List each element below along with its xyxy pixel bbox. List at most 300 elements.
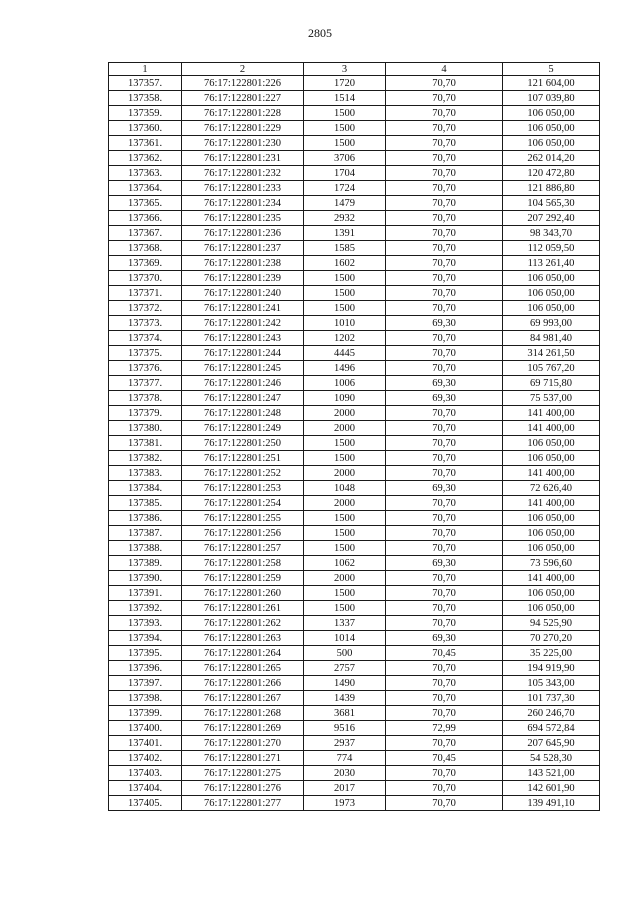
row-number-cell: 137400. <box>109 721 182 736</box>
rate-cell: 70,70 <box>386 361 503 376</box>
table-row <box>109 136 600 151</box>
rate-cell: 70,70 <box>386 451 503 466</box>
column-header-2: 2 <box>182 63 304 76</box>
column-header-4: 4 <box>386 63 503 76</box>
row-number-cell: 137399. <box>109 706 182 721</box>
cadastral-number-cell: 76:17:122801:250 <box>182 436 304 451</box>
area-cell: 1500 <box>304 511 386 526</box>
cadastral-number-cell: 76:17:122801:246 <box>182 376 304 391</box>
area-cell: 1724 <box>304 181 386 196</box>
rate-cell: 70,70 <box>386 796 503 811</box>
column-header-3: 3 <box>304 63 386 76</box>
rate-cell: 70,70 <box>386 196 503 211</box>
area-cell: 1500 <box>304 601 386 616</box>
table-row <box>109 406 600 421</box>
area-cell: 2000 <box>304 466 386 481</box>
table-row <box>109 706 600 721</box>
area-cell: 1479 <box>304 196 386 211</box>
column-header-1: 1 <box>109 63 182 76</box>
cadastral-number-cell: 76:17:122801:258 <box>182 556 304 571</box>
rate-cell: 70,70 <box>386 181 503 196</box>
cadastral-number-cell: 76:17:122801:270 <box>182 736 304 751</box>
rate-cell: 72,99 <box>386 721 503 736</box>
rate-cell: 70,70 <box>386 496 503 511</box>
value-cell: 106 050,00 <box>503 136 600 151</box>
row-number-cell: 137389. <box>109 556 182 571</box>
cadastral-number-cell: 76:17:122801:231 <box>182 151 304 166</box>
cadastral-number-cell: 76:17:122801:264 <box>182 646 304 661</box>
area-cell: 1090 <box>304 391 386 406</box>
row-number-cell: 137369. <box>109 256 182 271</box>
rate-cell: 70,70 <box>386 706 503 721</box>
value-cell: 141 400,00 <box>503 496 600 511</box>
area-cell: 2757 <box>304 661 386 676</box>
row-number-cell: 137370. <box>109 271 182 286</box>
area-cell: 1973 <box>304 796 386 811</box>
rate-cell: 70,70 <box>386 676 503 691</box>
table-row <box>109 661 600 676</box>
row-number-cell: 137358. <box>109 91 182 106</box>
value-cell: 69 993,00 <box>503 316 600 331</box>
table-row <box>109 481 600 496</box>
cadastral-number-cell: 76:17:122801:263 <box>182 631 304 646</box>
table-row <box>109 646 600 661</box>
cadastral-number-cell: 76:17:122801:255 <box>182 511 304 526</box>
row-number-cell: 137364. <box>109 181 182 196</box>
value-cell: 75 537,00 <box>503 391 600 406</box>
table-row <box>109 286 600 301</box>
rate-cell: 70,70 <box>386 601 503 616</box>
cadastral-number-cell: 76:17:122801:262 <box>182 616 304 631</box>
table-row <box>109 496 600 511</box>
table-row <box>109 616 600 631</box>
value-cell: 106 050,00 <box>503 601 600 616</box>
cadastral-number-cell: 76:17:122801:227 <box>182 91 304 106</box>
value-cell: 105 343,00 <box>503 676 600 691</box>
area-cell: 1391 <box>304 226 386 241</box>
cadastral-number-cell: 76:17:122801:260 <box>182 586 304 601</box>
cadastral-number-cell: 76:17:122801:268 <box>182 706 304 721</box>
rate-cell: 70,70 <box>386 766 503 781</box>
area-cell: 2000 <box>304 496 386 511</box>
value-cell: 207 645,90 <box>503 736 600 751</box>
table-row <box>109 586 600 601</box>
cadastral-number-cell: 76:17:122801:238 <box>182 256 304 271</box>
cadastral-number-cell: 76:17:122801:237 <box>182 241 304 256</box>
cadastral-number-cell: 76:17:122801:228 <box>182 106 304 121</box>
value-cell: 314 261,50 <box>503 346 600 361</box>
area-cell: 1500 <box>304 436 386 451</box>
area-cell: 1500 <box>304 286 386 301</box>
value-cell: 142 601,90 <box>503 781 600 796</box>
table-row <box>109 196 600 211</box>
area-cell: 1500 <box>304 541 386 556</box>
row-number-cell: 137362. <box>109 151 182 166</box>
table-row <box>109 721 600 736</box>
area-cell: 1010 <box>304 316 386 331</box>
cadastral-number-cell: 76:17:122801:245 <box>182 361 304 376</box>
row-number-cell: 137374. <box>109 331 182 346</box>
table-row <box>109 346 600 361</box>
cadastral-number-cell: 76:17:122801:230 <box>182 136 304 151</box>
row-number-cell: 137381. <box>109 436 182 451</box>
table-row <box>109 766 600 781</box>
area-cell: 1500 <box>304 271 386 286</box>
area-cell: 1585 <box>304 241 386 256</box>
area-cell: 1500 <box>304 526 386 541</box>
value-cell: 106 050,00 <box>503 106 600 121</box>
row-number-cell: 137378. <box>109 391 182 406</box>
rate-cell: 70,70 <box>386 91 503 106</box>
value-cell: 207 292,40 <box>503 211 600 226</box>
cadastral-number-cell: 76:17:122801:236 <box>182 226 304 241</box>
cadastral-number-cell: 76:17:122801:275 <box>182 766 304 781</box>
row-number-cell: 137376. <box>109 361 182 376</box>
row-number-cell: 137357. <box>109 76 182 91</box>
value-cell: 106 050,00 <box>503 586 600 601</box>
rate-cell: 70,70 <box>386 571 503 586</box>
rate-cell: 70,70 <box>386 736 503 751</box>
cadastral-number-cell: 76:17:122801:257 <box>182 541 304 556</box>
cadastral-number-cell: 76:17:122801:229 <box>182 121 304 136</box>
value-cell: 107 039,80 <box>503 91 600 106</box>
value-cell: 194 919,90 <box>503 661 600 676</box>
rate-cell: 70,70 <box>386 346 503 361</box>
table-row <box>109 376 600 391</box>
value-cell: 106 050,00 <box>503 541 600 556</box>
table-row <box>109 781 600 796</box>
area-cell: 2000 <box>304 406 386 421</box>
rate-cell: 70,70 <box>386 661 503 676</box>
row-number-cell: 137395. <box>109 646 182 661</box>
table-row <box>109 796 600 811</box>
rate-cell: 70,70 <box>386 421 503 436</box>
area-cell: 3706 <box>304 151 386 166</box>
row-number-cell: 137379. <box>109 406 182 421</box>
value-cell: 105 767,20 <box>503 361 600 376</box>
cadastral-value-table <box>108 62 600 811</box>
cadastral-number-cell: 76:17:122801:226 <box>182 76 304 91</box>
value-cell: 73 596,60 <box>503 556 600 571</box>
column-header-5: 5 <box>503 63 600 76</box>
table-row <box>109 571 600 586</box>
rate-cell: 70,70 <box>386 436 503 451</box>
row-number-cell: 137386. <box>109 511 182 526</box>
table-row <box>109 331 600 346</box>
area-cell: 1500 <box>304 121 386 136</box>
row-number-cell: 137390. <box>109 571 182 586</box>
table-row <box>109 751 600 766</box>
cadastral-number-cell: 76:17:122801:243 <box>182 331 304 346</box>
area-cell: 1500 <box>304 301 386 316</box>
table-row <box>109 541 600 556</box>
rate-cell: 70,70 <box>386 406 503 421</box>
table-row <box>109 151 600 166</box>
cadastral-number-cell: 76:17:122801:259 <box>182 571 304 586</box>
area-cell: 1514 <box>304 91 386 106</box>
area-cell: 1006 <box>304 376 386 391</box>
row-number-cell: 137396. <box>109 661 182 676</box>
row-number-cell: 137398. <box>109 691 182 706</box>
row-number-cell: 137405. <box>109 796 182 811</box>
cadastral-number-cell: 76:17:122801:252 <box>182 466 304 481</box>
table-row <box>109 256 600 271</box>
row-number-cell: 137368. <box>109 241 182 256</box>
cadastral-number-cell: 76:17:122801:269 <box>182 721 304 736</box>
value-cell: 106 050,00 <box>503 271 600 286</box>
rate-cell: 70,70 <box>386 511 503 526</box>
table-row <box>109 361 600 376</box>
table-row <box>109 676 600 691</box>
rate-cell: 70,70 <box>386 526 503 541</box>
table-row <box>109 631 600 646</box>
table-row <box>109 316 600 331</box>
cadastral-number-cell: 76:17:122801:256 <box>182 526 304 541</box>
rate-cell: 69,30 <box>386 556 503 571</box>
area-cell: 2932 <box>304 211 386 226</box>
value-cell: 121 604,00 <box>503 76 600 91</box>
row-number-cell: 137391. <box>109 586 182 601</box>
row-number-cell: 137388. <box>109 541 182 556</box>
rate-cell: 70,70 <box>386 286 503 301</box>
row-number-cell: 137387. <box>109 526 182 541</box>
rate-cell: 70,70 <box>386 271 503 286</box>
table-row <box>109 181 600 196</box>
row-number-cell: 137360. <box>109 121 182 136</box>
value-cell: 141 400,00 <box>503 466 600 481</box>
table-row <box>109 391 600 406</box>
row-number-cell: 137363. <box>109 166 182 181</box>
cadastral-number-cell: 76:17:122801:248 <box>182 406 304 421</box>
table-row <box>109 451 600 466</box>
value-cell: 139 491,10 <box>503 796 600 811</box>
table-row <box>109 601 600 616</box>
value-cell: 106 050,00 <box>503 286 600 301</box>
row-number-cell: 137372. <box>109 301 182 316</box>
table-row <box>109 211 600 226</box>
rate-cell: 70,70 <box>386 166 503 181</box>
rate-cell: 69,30 <box>386 631 503 646</box>
rate-cell: 70,70 <box>386 256 503 271</box>
rate-cell: 70,70 <box>386 466 503 481</box>
row-number-cell: 137366. <box>109 211 182 226</box>
area-cell: 3681 <box>304 706 386 721</box>
cadastral-number-cell: 76:17:122801:241 <box>182 301 304 316</box>
table-row <box>109 466 600 481</box>
cadastral-number-cell: 76:17:122801:240 <box>182 286 304 301</box>
value-cell: 141 400,00 <box>503 571 600 586</box>
value-cell: 84 981,40 <box>503 331 600 346</box>
area-cell: 1500 <box>304 586 386 601</box>
row-number-cell: 137383. <box>109 466 182 481</box>
value-cell: 106 050,00 <box>503 301 600 316</box>
row-number-cell: 137361. <box>109 136 182 151</box>
area-cell: 2000 <box>304 421 386 436</box>
area-cell: 2030 <box>304 766 386 781</box>
table-row <box>109 736 600 751</box>
value-cell: 69 715,80 <box>503 376 600 391</box>
rate-cell: 70,70 <box>386 691 503 706</box>
table-row <box>109 691 600 706</box>
cadastral-number-cell: 76:17:122801:271 <box>182 751 304 766</box>
page-number: 2805 <box>308 26 332 40</box>
value-cell: 106 050,00 <box>503 436 600 451</box>
row-number-cell: 137392. <box>109 601 182 616</box>
rate-cell: 70,70 <box>386 586 503 601</box>
cadastral-number-cell: 76:17:122801:265 <box>182 661 304 676</box>
rate-cell: 70,70 <box>386 616 503 631</box>
row-number-cell: 137385. <box>109 496 182 511</box>
cadastral-number-cell: 76:17:122801:267 <box>182 691 304 706</box>
rate-cell: 70,70 <box>386 541 503 556</box>
area-cell: 1337 <box>304 616 386 631</box>
row-number-cell: 137403. <box>109 766 182 781</box>
table-row <box>109 91 600 106</box>
value-cell: 35 225,00 <box>503 646 600 661</box>
area-cell: 1500 <box>304 136 386 151</box>
row-number-cell: 137367. <box>109 226 182 241</box>
table-row <box>109 526 600 541</box>
cadastral-number-cell: 76:17:122801:234 <box>182 196 304 211</box>
value-cell: 694 572,84 <box>503 721 600 736</box>
area-cell: 2937 <box>304 736 386 751</box>
row-number-cell: 137371. <box>109 286 182 301</box>
rate-cell: 70,70 <box>386 781 503 796</box>
table-row <box>109 106 600 121</box>
table-row <box>109 241 600 256</box>
value-cell: 106 050,00 <box>503 451 600 466</box>
area-cell: 1439 <box>304 691 386 706</box>
value-cell: 141 400,00 <box>503 406 600 421</box>
rate-cell: 70,45 <box>386 646 503 661</box>
area-cell: 1602 <box>304 256 386 271</box>
rate-cell: 70,70 <box>386 76 503 91</box>
row-number-cell: 137384. <box>109 481 182 496</box>
rate-cell: 70,70 <box>386 241 503 256</box>
row-number-cell: 137397. <box>109 676 182 691</box>
cadastral-number-cell: 76:17:122801:235 <box>182 211 304 226</box>
rate-cell: 70,70 <box>386 211 503 226</box>
rate-cell: 69,30 <box>386 481 503 496</box>
value-cell: 143 521,00 <box>503 766 600 781</box>
table-row <box>109 166 600 181</box>
area-cell: 9516 <box>304 721 386 736</box>
value-cell: 94 525,90 <box>503 616 600 631</box>
cadastral-number-cell: 76:17:122801:242 <box>182 316 304 331</box>
value-cell: 70 270,20 <box>503 631 600 646</box>
value-cell: 262 014,20 <box>503 151 600 166</box>
area-cell: 1202 <box>304 331 386 346</box>
value-cell: 141 400,00 <box>503 421 600 436</box>
table-row <box>109 301 600 316</box>
row-number-cell: 137401. <box>109 736 182 751</box>
row-number-cell: 137404. <box>109 781 182 796</box>
table-header-row <box>109 63 600 76</box>
table-row <box>109 556 600 571</box>
area-cell: 2017 <box>304 781 386 796</box>
area-cell: 1062 <box>304 556 386 571</box>
row-number-cell: 137377. <box>109 376 182 391</box>
cadastral-number-cell: 76:17:122801:253 <box>182 481 304 496</box>
value-cell: 106 050,00 <box>503 511 600 526</box>
rate-cell: 70,70 <box>386 136 503 151</box>
rate-cell: 69,30 <box>386 316 503 331</box>
table-body <box>109 76 600 811</box>
value-cell: 260 246,70 <box>503 706 600 721</box>
table-row <box>109 436 600 451</box>
area-cell: 1704 <box>304 166 386 181</box>
cadastral-number-cell: 76:17:122801:232 <box>182 166 304 181</box>
value-cell: 106 050,00 <box>503 121 600 136</box>
area-cell: 1048 <box>304 481 386 496</box>
value-cell: 72 626,40 <box>503 481 600 496</box>
area-cell: 1496 <box>304 361 386 376</box>
cadastral-number-cell: 76:17:122801:261 <box>182 601 304 616</box>
value-cell: 104 565,30 <box>503 196 600 211</box>
cadastral-number-cell: 76:17:122801:247 <box>182 391 304 406</box>
cadastral-number-cell: 76:17:122801:239 <box>182 271 304 286</box>
rate-cell: 69,30 <box>386 391 503 406</box>
table-row <box>109 76 600 91</box>
row-number-cell: 137393. <box>109 616 182 631</box>
cadastral-number-cell: 76:17:122801:233 <box>182 181 304 196</box>
cadastral-number-cell: 76:17:122801:254 <box>182 496 304 511</box>
row-number-cell: 137402. <box>109 751 182 766</box>
value-cell: 54 528,30 <box>503 751 600 766</box>
table-row <box>109 226 600 241</box>
row-number-cell: 137365. <box>109 196 182 211</box>
area-cell: 1500 <box>304 451 386 466</box>
value-cell: 113 261,40 <box>503 256 600 271</box>
table-row <box>109 511 600 526</box>
row-number-cell: 137380. <box>109 421 182 436</box>
value-cell: 112 059,50 <box>503 241 600 256</box>
value-cell: 120 472,80 <box>503 166 600 181</box>
area-cell: 4445 <box>304 346 386 361</box>
row-number-cell: 137394. <box>109 631 182 646</box>
rate-cell: 70,70 <box>386 121 503 136</box>
value-cell: 121 886,80 <box>503 181 600 196</box>
area-cell: 774 <box>304 751 386 766</box>
row-number-cell: 137373. <box>109 316 182 331</box>
table-row <box>109 271 600 286</box>
rate-cell: 70,70 <box>386 106 503 121</box>
area-cell: 2000 <box>304 571 386 586</box>
rate-cell: 69,30 <box>386 376 503 391</box>
table-row <box>109 421 600 436</box>
area-cell: 1500 <box>304 106 386 121</box>
cadastral-number-cell: 76:17:122801:276 <box>182 781 304 796</box>
value-cell: 101 737,30 <box>503 691 600 706</box>
rate-cell: 70,70 <box>386 301 503 316</box>
value-cell: 106 050,00 <box>503 526 600 541</box>
cadastral-number-cell: 76:17:122801:251 <box>182 451 304 466</box>
area-cell: 1014 <box>304 631 386 646</box>
area-cell: 1490 <box>304 676 386 691</box>
cadastral-number-cell: 76:17:122801:244 <box>182 346 304 361</box>
row-number-cell: 137382. <box>109 451 182 466</box>
rate-cell: 70,45 <box>386 751 503 766</box>
value-cell: 98 343,70 <box>503 226 600 241</box>
table-row <box>109 121 600 136</box>
rate-cell: 70,70 <box>386 226 503 241</box>
cadastral-number-cell: 76:17:122801:277 <box>182 796 304 811</box>
row-number-cell: 137359. <box>109 106 182 121</box>
area-cell: 500 <box>304 646 386 661</box>
rate-cell: 70,70 <box>386 151 503 166</box>
rate-cell: 70,70 <box>386 331 503 346</box>
cadastral-number-cell: 76:17:122801:266 <box>182 676 304 691</box>
